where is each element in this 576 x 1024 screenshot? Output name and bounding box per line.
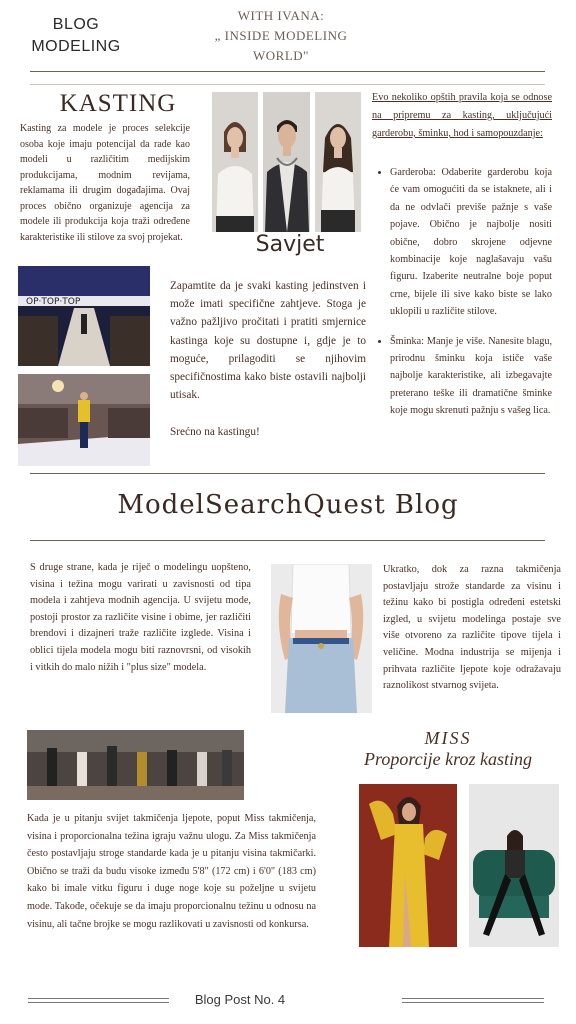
yellow-dress-photo [359, 784, 457, 947]
kasting-paragraph: Kasting za modele je proces selekcije osoba koje imaju potencijal da rade kao modeli u različitim medijskim produkcijama, modnim revijama, reklamama ili drugim događajima. Ovaj proces obično organizuje agencija za modele ili produkcija koja traži određene karakteristike ili stilove za svoj projekat. [20, 123, 190, 243]
subtitle-line3: WORLD" [253, 48, 309, 63]
kasting-title: KASTING [59, 90, 177, 117]
svg-text:OP·TOP·TOP: OP·TOP·TOP [26, 297, 81, 307]
subtitle-line1: WITH IVANA: [237, 8, 325, 23]
savjet-closing: Srećno na kastingu! [170, 426, 260, 438]
chair-pose-photo [469, 784, 559, 947]
miss-heading [360, 728, 536, 770]
miss-heading-line1: MISS [424, 728, 472, 748]
section-divider-bottom [30, 540, 545, 541]
model-photo-1 [212, 92, 258, 232]
footer-rule-right [402, 998, 544, 1003]
model-photo-2 [263, 92, 310, 232]
header-divider [30, 71, 545, 72]
section2-bottom-paragraph: Kada je u pitanju svijet takmičenja ljepote, poput Miss takmičenja, visina i proporcionalna težina igraju važnu ulogu. Za Miss takmičenja često postavljaju stroge standarde kada je u pitanju visina takmičarki. Obično se traži da budu visoke između 5'8" (172 cm) i 6'0" (183 cm) kako bi imale vitku figuru i duge noge koje su poželjne u svijetu mode. Takođe, očekuje se da imaju proporcionalnu težinu u odnosu na visinu, ali tačne brojke se mogu razlikovati u zavisnosti od konkursa. [27, 813, 316, 930]
rules-intro: Evo nekoliko opštih pravila koja se odnose na pripremu za kasting, uključujući garderobu, šminku, hod i samopouzdanje: [372, 92, 552, 139]
footer-label: Blog Post No. 4 [194, 992, 286, 1007]
blog-logo [22, 14, 130, 58]
blog-logo-line2: MODELING [31, 38, 121, 55]
rule-item-garderoba: • Garderoba: Odaberite garderobu koja će vam omogućiti da se istaknete, ali i da ne odvlači previše pažnje s vaše pojave. Obično je najbolje nositi obične, dobro skrojene odjevne kombinacije koje naglašavaju vašu figuru. Izaberite neutralne boje poput crne, bijele ili sive kako biste se lako uklopili u različite stilove. [390, 164, 552, 321]
runway-photo-1 [18, 266, 150, 366]
section-divider-top [30, 473, 545, 474]
savjet-title: Savjet [255, 232, 325, 257]
rules-list [374, 164, 552, 432]
subtitle-line2: „ INSIDE MODELING [214, 28, 348, 43]
jeans-photo [271, 564, 372, 713]
section2-right-paragraph: Ukratko, dok za razna takmičenja postavljaju strože standarde za visinu i težinu kako bi postigla određeni estetski izgled, u svijetu modelinga postaje sve više otvoreno za različite tipove tijela i veličine. Modna industrija se mijenja i prihvata različite ljepote koje odražavaju raznolikost stvarnog svijeta. [383, 564, 561, 692]
runway-photo-2 [18, 374, 150, 466]
header-divider-thin [30, 84, 545, 85]
section2-left-paragraph: S druge strane, kada je riječ o modelingu uopšteno, visina i težina mogu varirati u zavisnosti od tipa modela i zahtjeva modnih agencija. U svijetu mode, postoji prostor za različite visine i obime, jer različiti brendovi i dizajneri traže različite izglede. Visina i oblici tijela modela mogu biti raznovrsni, od visokih i vitkih do malo nižih i "plus size" modela. [30, 562, 251, 673]
audience-photo [27, 730, 244, 800]
miss-heading-line2: Proporcije kroz kasting [364, 749, 532, 769]
blog-logo-line1: BLOG [52, 16, 100, 33]
footer-rule-left [28, 998, 169, 1003]
model-photo-3 [315, 92, 361, 232]
blog-subtitle [196, 6, 366, 66]
blog-title: ModelSearchQuest Blog [117, 490, 459, 520]
savjet-paragraph: Zapamtite da je svaki kasting jedinstven i može imati specifične zahtjeve. Stoga je važno pažljivo pročitati i pratiti smjernice kastinga koje su dostupne i, gdje je to moguće, prilagoditi se njihovim specifičnostima kako biste ostavili najbolji utisak. [170, 280, 366, 402]
rule-item-sminka: • Šminka: Manje je više. Nanesite blagu, prirodnu šminku koja ističe vaše najbolje karakteristike, ali izbegavajte preterano teške ili dramatične šminke koje mogu skrenuti pažnju s vašeg lica. [390, 333, 552, 420]
